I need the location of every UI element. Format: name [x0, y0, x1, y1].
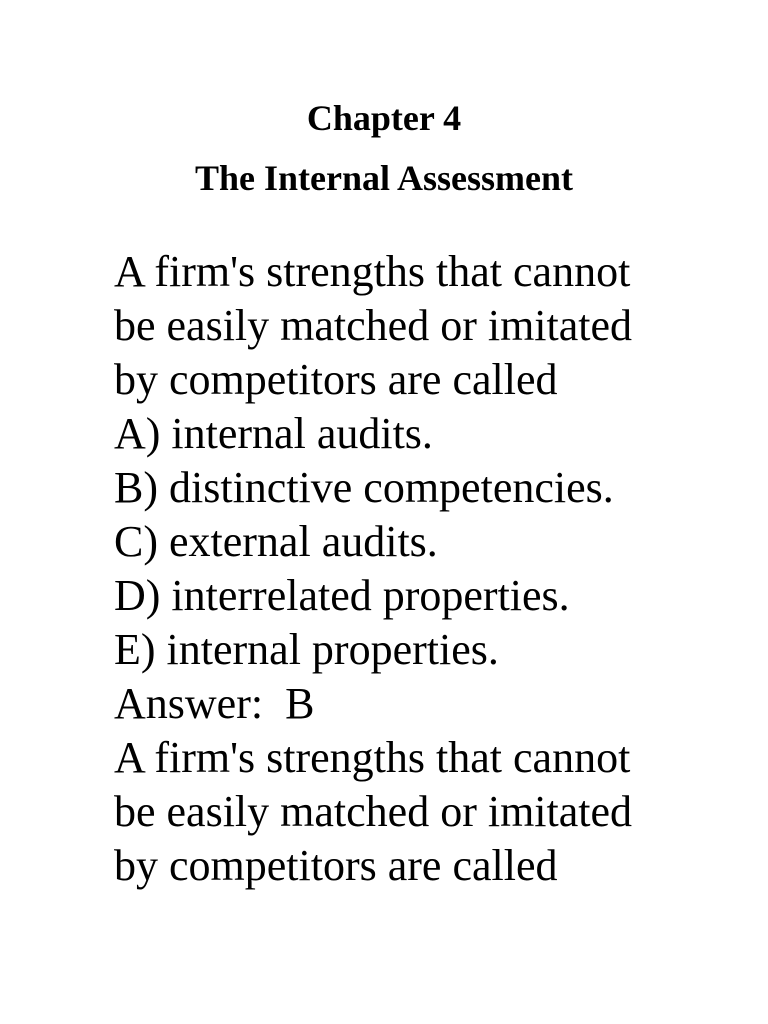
option-e: E) internal properties.	[114, 625, 499, 674]
question-stem-line: by competitors are called	[114, 355, 558, 404]
repeated-stem-line: by competitors are called	[114, 841, 558, 890]
chapter-title: The Internal Assessment	[194, 158, 574, 198]
answer-line: Answer: B	[114, 679, 315, 728]
option-b: B) distinctive competencies.	[114, 463, 614, 512]
chapter-number: Chapter 4	[306, 98, 462, 138]
option-a: A) internal audits.	[114, 409, 433, 458]
repeated-stem-line: A firm's strengths that cannot	[114, 733, 631, 782]
option-c: C) external audits.	[114, 517, 438, 566]
repeated-stem-line: be easily matched or imitated	[114, 787, 633, 836]
option-d: D) interrelated properties.	[114, 571, 570, 620]
question-block	[114, 245, 734, 893]
chapter-header	[0, 96, 768, 200]
question-stem-line: A firm's strengths that cannot	[114, 247, 631, 296]
question-stem-line: be easily matched or imitated	[114, 301, 633, 350]
